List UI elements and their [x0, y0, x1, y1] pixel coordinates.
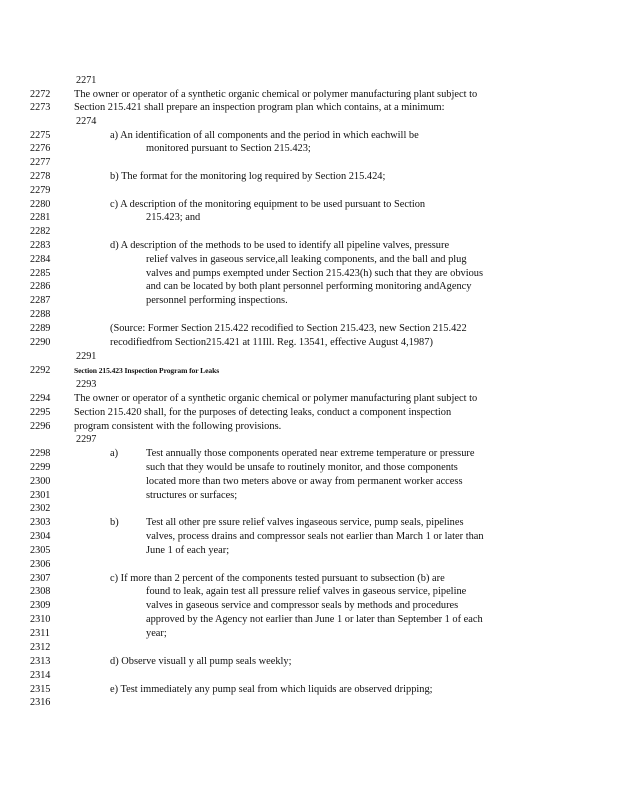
text-line: year;	[146, 628, 167, 639]
text-line: located more than two meters above or away from permanent worker access	[146, 476, 463, 487]
line-number: 2310	[30, 614, 51, 625]
text-line: a)	[110, 448, 119, 459]
line-number: 2307	[30, 573, 51, 584]
text-line: d) Observe visuall y all pump seals weekly;	[110, 656, 292, 667]
line-number: 2306	[30, 559, 51, 570]
text-line: c) If more than 2 percent of the components tested pursuant to subsection (b) are	[110, 573, 445, 584]
line-number: 2290	[30, 337, 51, 348]
line-number: 2315	[30, 684, 51, 695]
text-line: The owner or operator of a synthetic organic chemical or polymer manufacturing plant subject to	[74, 393, 478, 404]
line-number: 2277	[30, 157, 51, 168]
text-line: b)	[110, 517, 119, 528]
text-line: found to leak, again test all pressure relief valves in gaseous service, pipeline	[146, 586, 467, 597]
text-line: a) An identification of all components and the period in which eachwill be	[110, 130, 419, 141]
text-line: such that they would be unsafe to routinely monitor, and those components	[146, 462, 458, 473]
section-heading: Section 215.423 Inspection Program for Leaks	[74, 366, 220, 375]
line-number: 2311	[30, 628, 50, 639]
line-number: 2314	[30, 670, 51, 681]
text-line: and can be located by both plant personnel performing monitoring andAgency	[146, 281, 472, 292]
text-line: relief valves in gaseous service,all leaking components, and the ball and plug	[146, 254, 467, 265]
text-line: structures or surfaces;	[146, 490, 238, 501]
line-number: 2297	[76, 434, 97, 445]
text-line: b) The format for the monitoring log required by Section 215.424;	[110, 171, 386, 182]
text-line: The owner or operator of a synthetic organic chemical or polymer manufacturing plant subject to	[74, 89, 478, 100]
line-number: 2302	[30, 503, 51, 514]
line-number: 2309	[30, 600, 51, 611]
line-number: 2272	[30, 89, 51, 100]
line-number: 2293	[76, 379, 97, 390]
text-line: valves, process drains and compressor seals not earlier than March 1 or later than	[146, 531, 484, 542]
line-number: 2292	[30, 365, 51, 376]
line-number: 2276	[30, 143, 51, 154]
text-line: Section 215.421 shall prepare an inspection program plan which contains, at a minimum:	[74, 102, 445, 113]
line-number: 2295	[30, 407, 51, 418]
text-line: c) A description of the monitoring equipment to be used pursuant to Section	[110, 199, 426, 210]
line-number: 2299	[30, 462, 51, 473]
text-line-continuation: Test annually those components operated near extreme temperature or pressure	[146, 448, 475, 459]
text-line: personnel performing inspections.	[146, 295, 288, 306]
line-number: 2308	[30, 586, 51, 597]
text-line: approved by the Agency not earlier than June 1 or later than September 1 of each	[146, 614, 483, 625]
line-number: 2274	[76, 116, 97, 127]
line-number: 2298	[30, 448, 51, 459]
line-number: 2312	[30, 642, 51, 653]
line-number: 2313	[30, 656, 51, 667]
line-number: 2279	[30, 185, 51, 196]
text-line: e) Test immediately any pump seal from which liquids are observed dripping;	[110, 684, 433, 695]
text-line: June 1 of each year;	[146, 545, 230, 556]
line-number: 2282	[30, 226, 51, 237]
text-line: d) A description of the methods to be used to identify all pipeline valves, pressure	[110, 240, 450, 251]
line-number: 2273	[30, 102, 51, 113]
line-number: 2284	[30, 254, 51, 265]
line-number: 2294	[30, 393, 51, 404]
line-number: 2278	[30, 171, 51, 182]
text-line: 215.423; and	[146, 212, 201, 223]
line-number: 2285	[30, 268, 51, 279]
line-number: 2300	[30, 476, 51, 487]
line-number: 2303	[30, 517, 51, 528]
text-line: valves in gaseous service and compressor seals by methods and procedures	[146, 600, 459, 611]
text-line: recodifiedfrom Section215.421 at 11Ill. Reg. 13541, effective August 4,1987)	[110, 337, 433, 348]
text-line: valves and pumps exempted under Section 215.423(h) such that they are obvious	[146, 268, 484, 279]
line-number: 2286	[30, 281, 51, 292]
text-line: program consistent with the following provisions.	[74, 421, 282, 432]
line-number: 2291	[76, 351, 97, 362]
text-line: (Source: Former Section 215.422 recodified to Section 215.423, new Section 215.422	[110, 323, 467, 334]
line-number: 2280	[30, 199, 51, 210]
line-number: 2271	[76, 75, 97, 86]
line-number: 2301	[30, 490, 51, 501]
line-number: 2305	[30, 545, 51, 556]
line-number: 2281	[30, 212, 51, 223]
line-number: 2283	[30, 240, 51, 251]
line-number: 2296	[30, 421, 51, 432]
line-number: 2288	[30, 309, 51, 320]
line-number: 2289	[30, 323, 51, 334]
line-number: 2287	[30, 295, 51, 306]
text-line-continuation: Test all other pre ssure relief valves ingaseous service, pump seals, pipelines	[146, 517, 464, 528]
line-number: 2304	[30, 531, 51, 542]
line-number: 2316	[30, 697, 51, 708]
line-number: 2275	[30, 130, 51, 141]
text-line: Section 215.420 shall, for the purposes of detecting leaks, conduct a component inspection	[74, 407, 452, 418]
text-line: monitored pursuant to Section 215.423;	[146, 143, 311, 154]
